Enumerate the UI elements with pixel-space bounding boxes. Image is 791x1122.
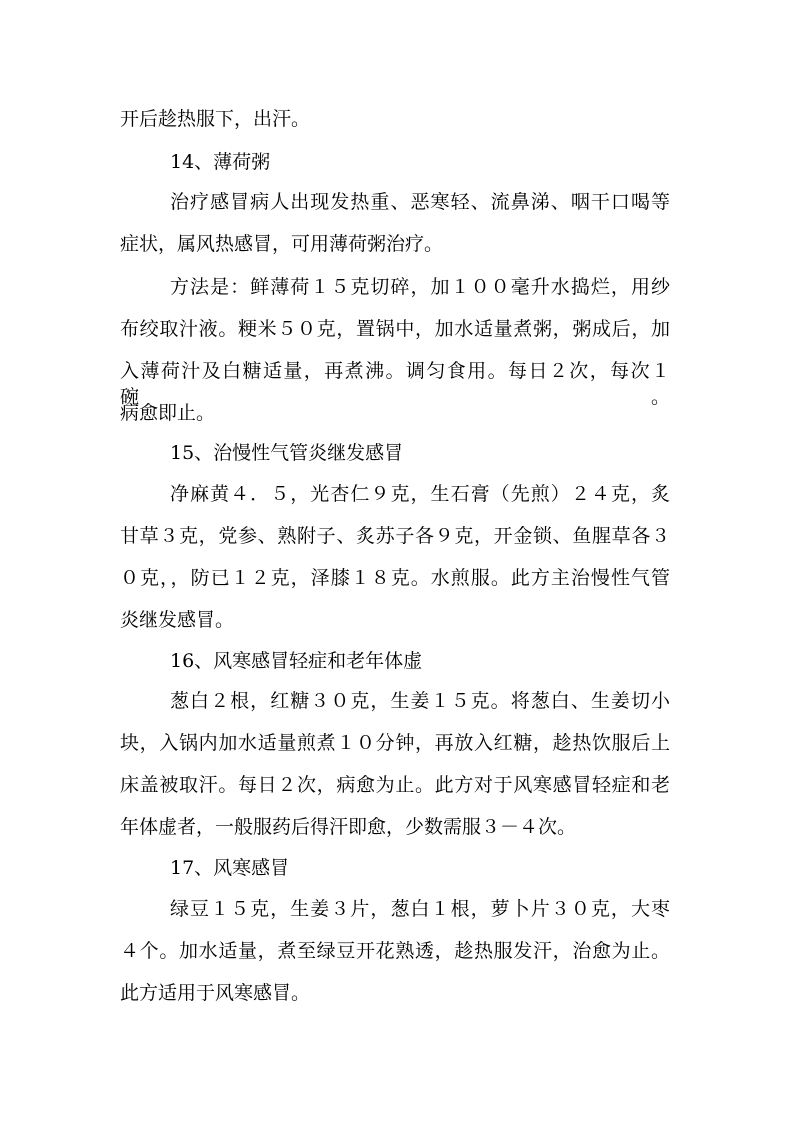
text-line: 症状，属风热感冒，可用薄荷粥治疗。 [120,233,444,255]
heading-text: 17、风寒感冒 [170,857,290,879]
heading-text: 14、薄荷粥 [170,151,271,173]
text-line: 净麻黄４．５，光杏仁９克，生石膏（先煎）２４克，炙 [170,483,670,505]
text-line: 炎继发感冒。 [120,609,235,631]
text-line: 方法是：鲜薄荷１５克切碎，加１００毫升水捣烂，用纱 [170,276,670,298]
text-line: 年体虚者，一般服药后得汗即愈，少数需服３－４次。 [120,816,577,838]
text-line: ４个。加水适量，煮至绿豆开花熟透，趁热服发汗，治愈为止。 [120,940,670,962]
text-line: 葱白２根，红糖３０克，生姜１５克。将葱白、生姜切小 [170,690,670,712]
text-line: 入薄荷汁及白糖适量，再煮沸。调匀食用。每日２次，每次１碗。 [120,360,670,408]
text-line: ０克，，防已１２克，泽膝１８克。水煎服。此方主治慢性气管 [120,567,670,589]
text-line: 块，入锅内加水适量煎煮１０分钟，再放入红糖，趁热饮服后上 [120,732,670,754]
heading-text: 16、风寒感冒轻症和老年体虚 [170,650,423,672]
text-line: 此方适用于风寒感冒。 [120,982,311,1004]
text-line: 床盖被取汗。每日２次，病愈为止。此方对于风寒感冒轻症和老 [120,774,670,796]
text-line: 开后趁热服下，出汗。 [120,108,311,130]
heading-text: 15、治慢性气管炎继发感冒 [170,442,404,464]
text-line: 布绞取汁液。粳米５０克，置锅中，加水适量煮粥，粥成后，加 [120,318,670,340]
text-line: 绿豆１５克，生姜３片，葱白１根，萝卜片３０克，大枣 [170,898,670,920]
text-line: 病愈即止。 [120,402,216,424]
text-line: 治疗感冒病人出现发热重、恶寒轻、流鼻涕、咽干口喝等 [170,191,670,213]
text-line: 甘草３克，党参、熟附子、炙苏子各９克，开金锁、鱼腥草各３ [120,525,670,547]
